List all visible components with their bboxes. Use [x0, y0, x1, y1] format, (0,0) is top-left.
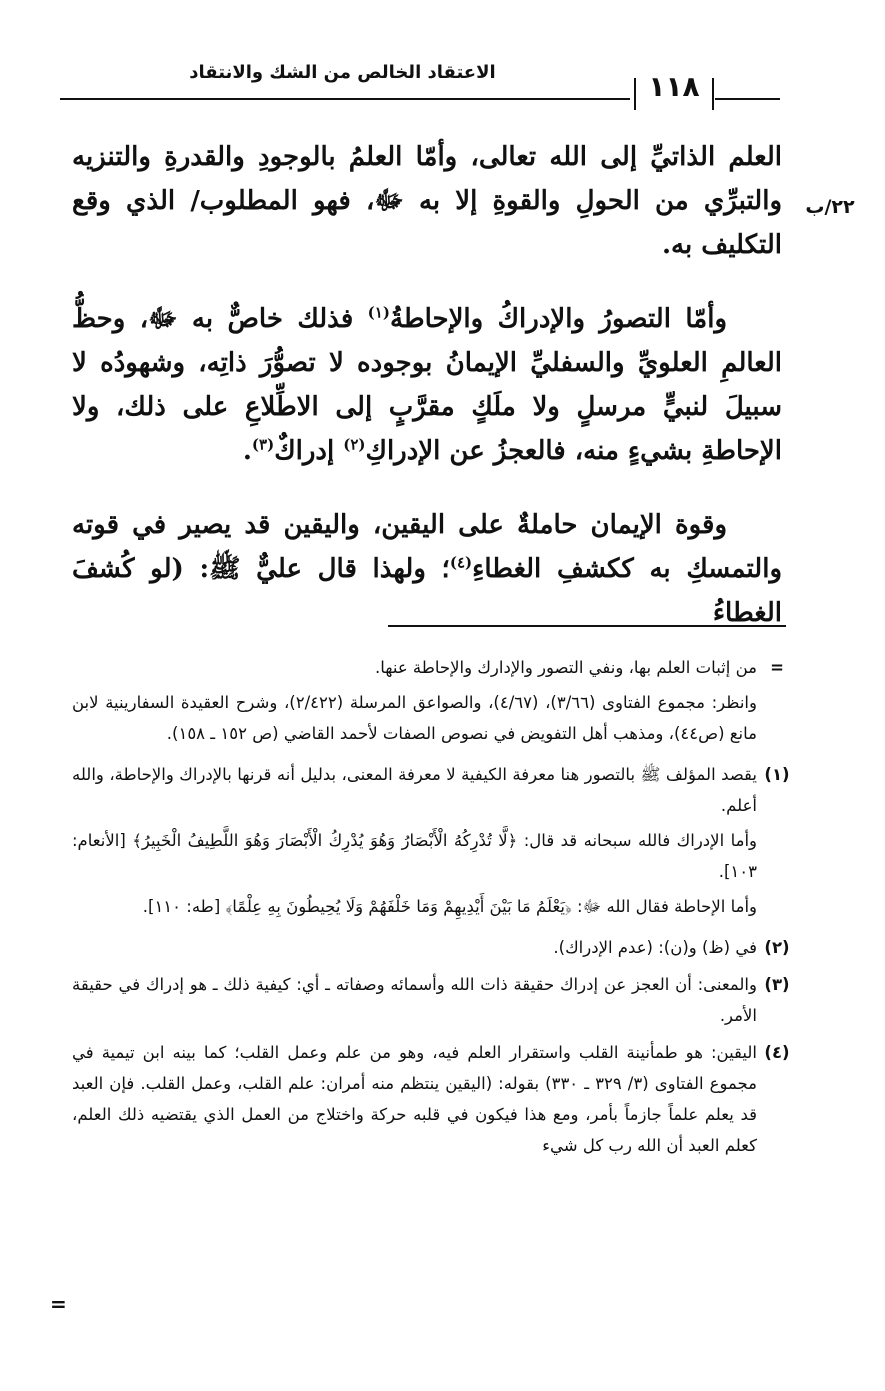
text-run: .	[242, 436, 252, 466]
footnote-line: وأما الإحاطة فقال الله ﷻ: ﴿يَعْلَمُ مَا بَيْنَ أَيْدِيهِمْ وَمَا خَلْفَهُمْ وَلَا يُحِيطُونَ بِهِ عِلْمًا﴾ [طه: ١١٠].	[142, 897, 757, 916]
footnote-line: وأما الإدراك فالله سبحانه قد قال: ﴿لَّا تُدْرِكُهُ الْأَبْصَارُ وَهُوَ يُدْرِكُ الْأَبْصَارَ وَهُوَ اللَّطِيفُ الْخَبِيرُ﴾ [الأنعام: ١٠٣].	[72, 831, 757, 881]
footnote-ref[interactable]: (٢)	[343, 435, 366, 454]
footnote-2	[72, 932, 797, 963]
text-run: وأمّا التصورُ والإدراكُ والإحاطةُ	[389, 304, 727, 334]
paragraph: العلم الذاتيِّ إلى الله تعالى، وأمّا العلمُ بالوجودِ والقدرةِ والتنزيه والتبرِّي من الحولِ والقوةِ إلا به ﷻ، فهو المطلوب/ الذي وقع التكليف به.	[72, 142, 783, 260]
header-divider	[712, 78, 714, 110]
footnote-1	[72, 759, 797, 926]
header-rule-left	[60, 98, 630, 100]
continued-mark: =	[50, 1292, 67, 1316]
footnote-ref[interactable]: (١)	[367, 303, 390, 322]
running-title: الاعتقاد الخالص من الشك والانتقاد	[189, 62, 496, 83]
footnote-text: اليقين: هو طمأنينة القلب واستقرار العلم فيه، وهو من علم وعمل القلب؛ كما بينه ابن تيمية في مجموع الفتاوى (٣/ ٣٢٩ ـ ٣٣٠) بقوله: (اليقين ينتظم منه أمران: علم القلب، وعمل القلب. فإن العبد قد يعلم علماً جازماً بأمر، ومع هذا فيكون في قلبه حركة واختلاج من العمل الذي يقتضيه ذلك العلم، كعلم العبد أن الله رب كل شيء	[72, 1043, 758, 1155]
paragraph	[72, 503, 782, 635]
footnote-line: يقصد المؤلف ﷺ بالتصور هنا معرفة الكيفية لا معرفة المعنى، بدليل أنه قرنها بالإدراك والإحاطة، والله أعلم.	[72, 765, 757, 815]
footnote-number: (٢)	[764, 938, 790, 957]
footnote-number: (٣)	[764, 975, 790, 994]
page-number: ١١٨	[648, 70, 700, 103]
text-run: إدراكٌ	[274, 436, 344, 466]
footnote-line: من إثبات العلم بها، ونفي التصور والإدارك والإحاطة عنها.	[374, 658, 757, 677]
footnote-line: وانظر: مجموع الفتاوى (٣/٦٦)، (٤/٦٧)، والصواعق المرسلة (٢/٤٢٢)، وشرح العقيدة السفارينية لابن مانع (ص٤٤)، ومذهب أهل التفويض في نصوص الصفات لأحمد القاضي (ص ١٥٢ ـ ١٥٨).	[72, 693, 757, 743]
footnote-3	[72, 969, 797, 1031]
text-run: فذلك خاصٌّ به ﷻ، وحظُّ العالمِ العلويِّ والسفليِّ الإيمانُ بوجوده لا تصوُّرَ ذاتِه، وشهودُه لا سبيلَ لنبيٍّ مرسلٍ ولا ملَكٍ مقرَّبٍ إلى الاطِّلاعِ على ذلك، ولا الإحاطةِ بشيءٍ منه، فالعجزُ عن الإدراكِ	[72, 304, 782, 466]
footnote-text: والمعنى: أن العجز عن إدراك حقيقة ذات الله وأسمائه وصفاته ـ أي: كيفية ذلك ـ هو إدراك في حقيقة الأمر.	[72, 975, 757, 1025]
footnote-4	[72, 1037, 797, 1161]
manuscript-folio-note: ٢٢/ب	[805, 196, 855, 218]
footnote-number: (١)	[764, 765, 790, 784]
continuation-mark: =	[770, 658, 784, 677]
page-header	[60, 58, 780, 110]
footnote-ref[interactable]: (٤)	[449, 553, 473, 572]
header-rule-right	[715, 98, 780, 100]
footnotes	[72, 652, 797, 1167]
text-run: ؛ ولهذا قال عليٌّ ﷺ: (لو كُشفَ الغطاءُ	[72, 554, 782, 628]
main-text	[72, 135, 782, 665]
footnote-text: في (ظ) و(ن): (عدم الإدراك).	[553, 938, 757, 957]
paragraph	[72, 297, 782, 473]
footnote-continuation	[72, 652, 797, 753]
footnote-ref[interactable]: (٣)	[251, 435, 275, 454]
footnote-separator	[388, 625, 786, 627]
footnote-number: (٤)	[764, 1043, 790, 1062]
text-run: وقوة الإيمان حاملةٌ على اليقين، واليقين قد يصير في قوته والتمسكِ به ككشفِ الغطاءِ	[72, 510, 782, 584]
